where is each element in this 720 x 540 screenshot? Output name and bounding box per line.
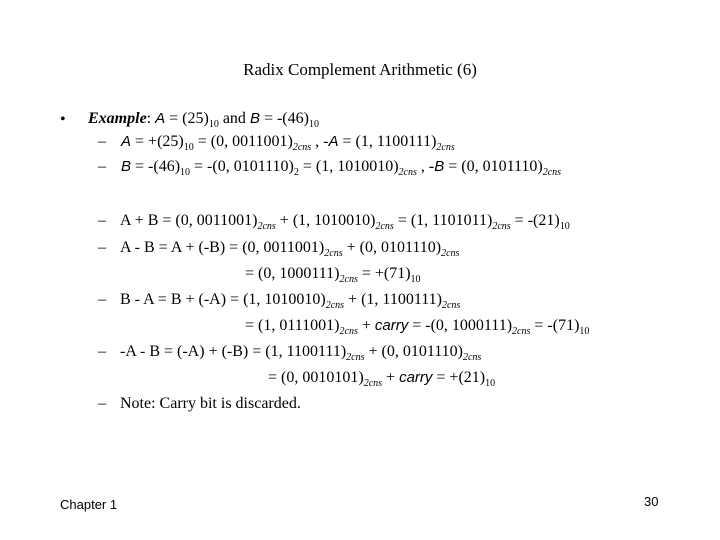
dash-marker: – xyxy=(98,212,106,229)
sum-a-plus-b-line: A + B = (0, $0011001)_{2cns} + (1$, $1010010)_{2cns} = (1$, $1101011)_{2cns} = -(21)_{10}$ xyxy=(120,212,570,232)
footer-chapter: Chapter 1 xyxy=(60,497,118,512)
diff-b-minus-a-result: = (1, $0111001)_{2cns}$ + carry = -(0, $1000111)_{2cns} = -(71)_{10}$ xyxy=(245,317,590,337)
neg-a-minus-b-result: = (0, $0010101)_{2cns}$ + carry = $+(21)_{10}$ xyxy=(268,369,496,389)
example-label: Example xyxy=(88,110,147,127)
neg-a-minus-b-line: -A - B = (-A) + (-B) = (1, $1100111)_{2cns} + (0$, $0101110)_{2cns}$ xyxy=(120,343,482,363)
dash-marker: – xyxy=(98,395,106,412)
dash-marker: – xyxy=(98,343,106,360)
dash-marker: – xyxy=(98,133,106,150)
diff-a-minus-b-line: A - B = A + (-B) = (0, $0011001)_{2cns} + (0$, $0101110)_{2cns}$ xyxy=(120,239,460,259)
carry-term: carry xyxy=(374,317,409,334)
definition-a-line: $A = +(25)_{10} = (0$, $0011001)_{2cns}$ , -A = (1, $1100111)_{2cns}$ xyxy=(121,133,455,153)
diff-b-minus-a-line: B - A = B + (-A) = (1, $1010010)_{2cns} + (1$, $1100111)_{2cns}$ xyxy=(120,291,461,311)
bullet-marker: • xyxy=(60,111,66,128)
example-line: Example: $A = (25)_{10}$ and $B = -(46)_{10}$ xyxy=(88,110,319,130)
dash-marker: – xyxy=(98,291,106,308)
dash-marker: – xyxy=(98,239,106,256)
dash-marker: – xyxy=(98,158,106,175)
slide-title: Radix Complement Arithmetic (6) xyxy=(243,60,477,79)
var-b: B xyxy=(249,110,260,127)
diff-a-minus-b-result: = (0, $1000111)_{2cns} = +(71)_{10}$ xyxy=(245,265,421,285)
definition-b-line: $B = -(46)_{10} = -(0$, $0101110)_2 = (1$, $1010010)_{2cns}$ , -B = (0, $0101110)_{2cns}$ xyxy=(121,158,562,178)
carry-term: carry xyxy=(399,369,433,386)
var-a: A xyxy=(155,110,166,127)
note-line: Note: Carry bit is discarded. xyxy=(120,395,301,412)
footer-page-number: 30 xyxy=(644,494,659,509)
